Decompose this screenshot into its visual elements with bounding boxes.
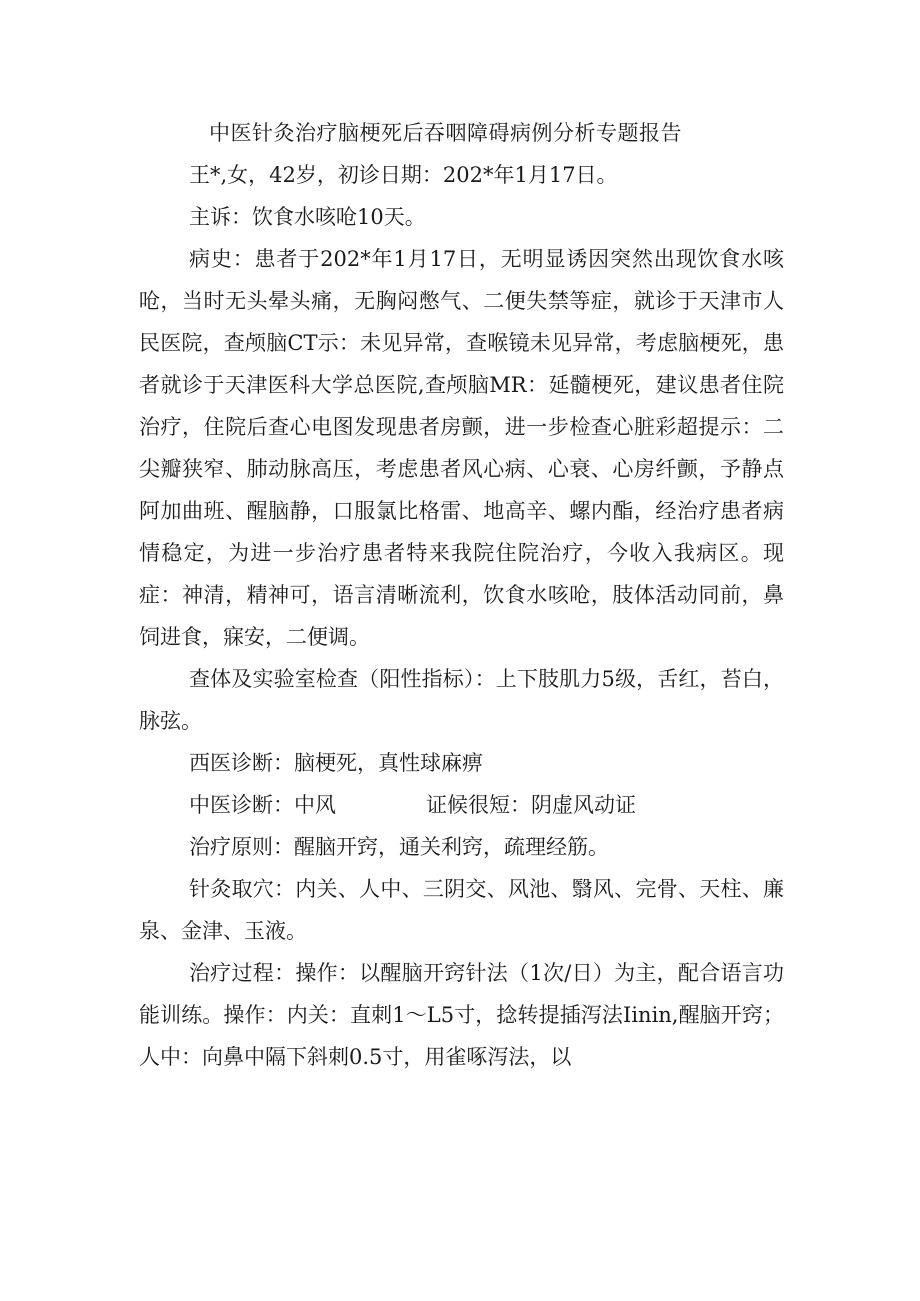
- document-title: 中医针灸治疗脑梗死后吞咽障碍病例分析专题报告: [209, 121, 682, 145]
- chief-complaint: 主诉：饮食水咳呛10天。: [189, 205, 426, 229]
- tcm-diagnosis: 中医诊断：中风: [189, 793, 336, 817]
- document-body: [139, 112, 784, 1078]
- medical-history: 病史：患者于202*年1月17日，无明显诱因突然出现饮食水咳呛，当时无头晕头痛，无胸闷憋气、二便失禁等症，就诊于天津市人民医院，查颅脑CT示：未见异常，查喉镜未见异常，考虑脑梗死，患者就诊于天津医科大学总医院,查颅脑MR：延髓梗死，建议患者住院治疗，住院后查心电图发现患者房颤，进一步检查心脏彩超提示：二尖瓣狭窄、肺动脉高压，考虑患者风心病、心衰、心房纤颤，予静点阿加曲班、醒脑静，口服氯比格雷、地高辛、螺内酯，经治疗患者病情稳定，为进一步治疗患者特来我院住院治疗，今收入我病区。现症：神清，精神可，语言清晰流利，饮食水咳呛，肢体活动同前，鼻饲进食，寐安，二便调。: [139, 247, 784, 649]
- western-diagnosis: 西医诊断：脑梗死，真性球麻痹: [189, 751, 483, 775]
- patient-info: 王*,女，42岁，初诊日期：202*年1月17日。: [189, 163, 618, 187]
- acupoint-selection: 针灸取穴：内关、人中、三阴交、风池、翳风、完骨、天柱、廉泉、金津、玉液。: [139, 877, 784, 943]
- treatment-principle: 治疗原则：醒脑开窍，通关利窍，疏理经筋。: [189, 835, 609, 859]
- treatment-process: 治疗过程：操作：以醒脑开窍针法（1次/日）为主，配合语言功能训练。操作：内关：直刺1～L5寸，捻转提插泻法Iinin,醒脑开窍；人中：向鼻中隔下斜刺0.5寸，用雀啄泻法，以: [139, 961, 784, 1069]
- tcm-diagnosis-line: [139, 784, 784, 826]
- syndrome: 证候很短：阴虚风动证: [426, 793, 636, 817]
- examination-findings: 查体及实验室检查（阳性指标）：上下肢肌力5级，舌红，苔白，脉弦。: [139, 667, 784, 733]
